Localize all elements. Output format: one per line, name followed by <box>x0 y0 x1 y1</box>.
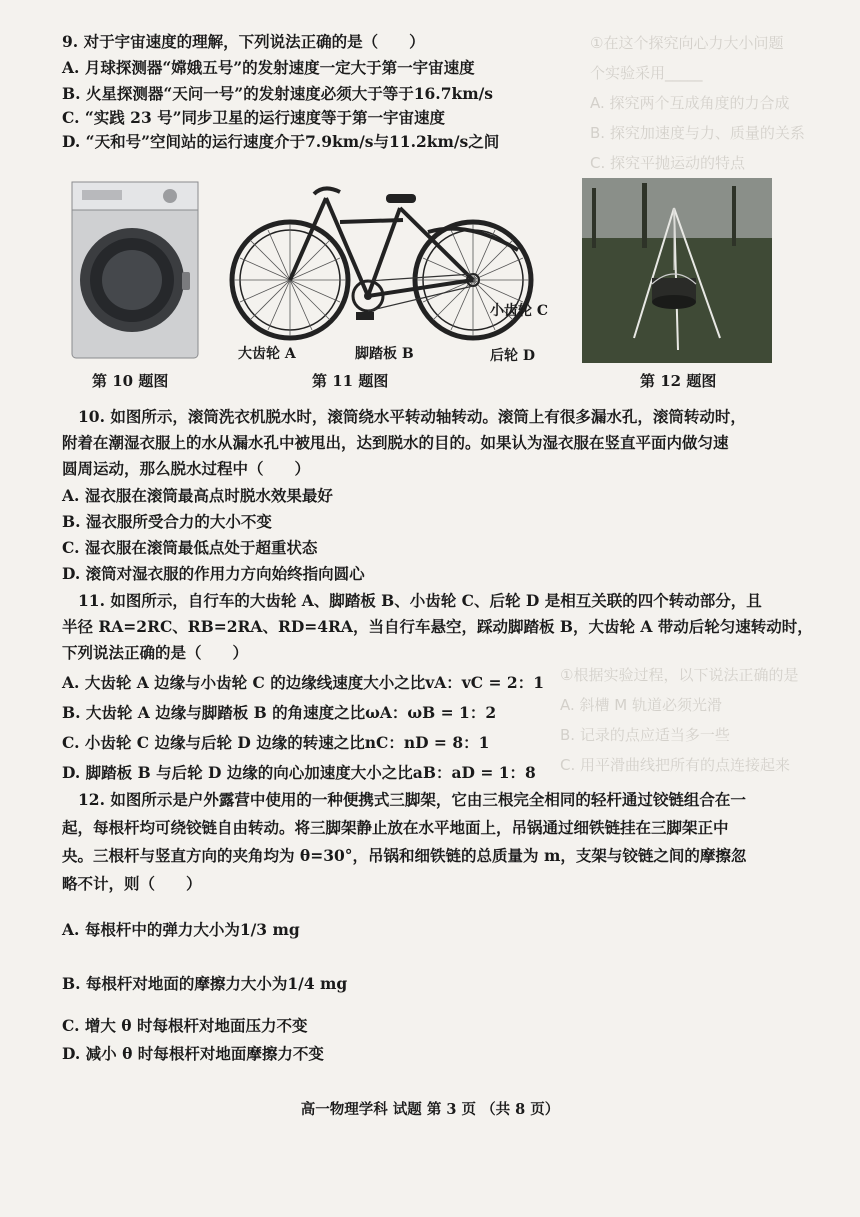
q12-option-c: C. 增大 θ 时每根杆对地面压力不变 <box>62 1016 308 1035</box>
q12-stem-line3: 央。三根杆与竖直方向的夹角均为 θ=30°，吊锅和细铁链的总质量为 m，支架与铰链之间的摩擦忽 <box>62 846 747 865</box>
tripod-photo-figure <box>582 178 772 363</box>
q11-option-d: D. 脚踏板 B 与后轮 D 边缘的向心加速度大小之比aB：aD = 1：8 <box>62 763 536 782</box>
page-footer: 高一物理学科 试题 第 3 页 （共 8 页） <box>300 1101 560 1118</box>
q10-option-c: C. 湿衣服在滚筒最低点处于超重状态 <box>62 538 318 557</box>
figure-12-caption: 第 12 题图 <box>640 372 717 390</box>
q10-option-d: D. 滚筒对湿衣服的作用力方向始终指向圆心 <box>62 564 365 583</box>
q9-option-b: B. 火星探测器“天问一号”的发射速度必须大于等于16.7km/s <box>62 84 494 103</box>
q11-option-a: A. 大齿轮 A 边缘与小齿轮 C 的边缘线速度大小之比vA：vC = 2：1 <box>62 673 544 692</box>
label-big-gear: 大齿轮 A <box>238 346 296 362</box>
q11-stem-line2: 半径 RA=2RC、RB=2RA、RD=4RA，当自行车悬空，踩动脚踏板 B，大齿轮 A 带动后轮匀速转动时， <box>62 617 813 636</box>
bleed-through-text: ①在这个探究向心力大小问题 个实验采用_____ A. 探究两个互成角度的力合成 B. 探究加速度与力、质量的关系 C. 探究平抛运动的特点 <box>590 34 805 172</box>
label-rear-wheel: 后轮 D <box>490 348 536 364</box>
q12-stem-line4: 略不计，则（ ） <box>62 874 202 893</box>
q10-stem-line3: 圆周运动，那么脱水过程中（ ） <box>62 459 311 478</box>
q9-option-d: D. “天和号”空间站的运行速度介于7.9km/s与11.2km/s之间 <box>62 132 500 151</box>
q12-option-d: D. 减小 θ 时每根杆对地面摩擦力不变 <box>62 1044 324 1063</box>
q12-option-a: A. 每根杆中的弹力大小为1/3 mg <box>62 920 300 939</box>
q11-option-b: B. 大齿轮 A 边缘与脚踏板 B 的角速度之比ωA：ωB = 1：2 <box>62 703 497 722</box>
q10-option-b: B. 湿衣服所受合力的大小不变 <box>62 512 272 531</box>
q12-option-b: B. 每根杆对地面的摩擦力大小为1/4 mg <box>62 974 348 993</box>
bleed-through-text-2: ①根据实验过程，以下说法正确的是 A. 斜槽 M 轨道必须光滑 B. 记录的点应适当多一些 C. 用平滑曲线把所有的点连接起来 <box>560 666 799 774</box>
figure-10-caption: 第 10 题图 <box>92 372 169 390</box>
q11-option-c: C. 小齿轮 C 边缘与后轮 D 边缘的转速之比nC：nD = 8：1 <box>62 733 490 752</box>
q10-option-a: A. 湿衣服在滚筒最高点时脱水效果最好 <box>62 486 333 505</box>
q11-stem-line3: 下列说法正确的是（ ） <box>62 643 249 662</box>
q12-stem-line2: 起，每根杆均可绕铰链自由转动。将三脚架静止放在水平地面上，吊锅通过细铁链挂在三脚架正中 <box>62 818 729 837</box>
washing-machine-figure <box>70 180 200 360</box>
q9-option-a: A. 月球探测器“嫦娥五号”的发射速度一定大于第一宇宙速度 <box>62 58 475 77</box>
bicycle-figure <box>228 180 548 355</box>
q9-stem: 9. 对于宇宙速度的理解，下列说法正确的是（ ） <box>62 32 425 51</box>
q9-option-c: C. “实践 23 号”同步卫星的运行速度等于第一宇宙速度 <box>62 108 446 127</box>
q12-stem-line1: 12. 如图所示是户外露营中使用的一种便携式三脚架，它由三根完全相同的轻杆通过铰链组合在一 <box>78 790 746 809</box>
q10-stem-line1: 10. 如图所示，滚筒洗衣机脱水时，滚筒绕水平转动轴转动。滚筒上有很多漏水孔，滚筒转动时， <box>78 407 746 426</box>
label-small-gear: 小齿轮 C <box>490 303 549 319</box>
label-pedal: 脚踏板 B <box>355 346 414 362</box>
q11-stem-line1: 11. 如图所示，自行车的大齿轮 A、脚踏板 B、小齿轮 C、后轮 D 是相互关联的四个转动部分，且 <box>78 591 762 610</box>
q10-stem-line2: 附着在潮湿衣服上的水从漏水孔中被甩出，达到脱水的目的。如果认为湿衣服在竖直平面内做匀速 <box>62 433 729 452</box>
figure-11-caption: 第 11 题图 <box>312 372 389 390</box>
